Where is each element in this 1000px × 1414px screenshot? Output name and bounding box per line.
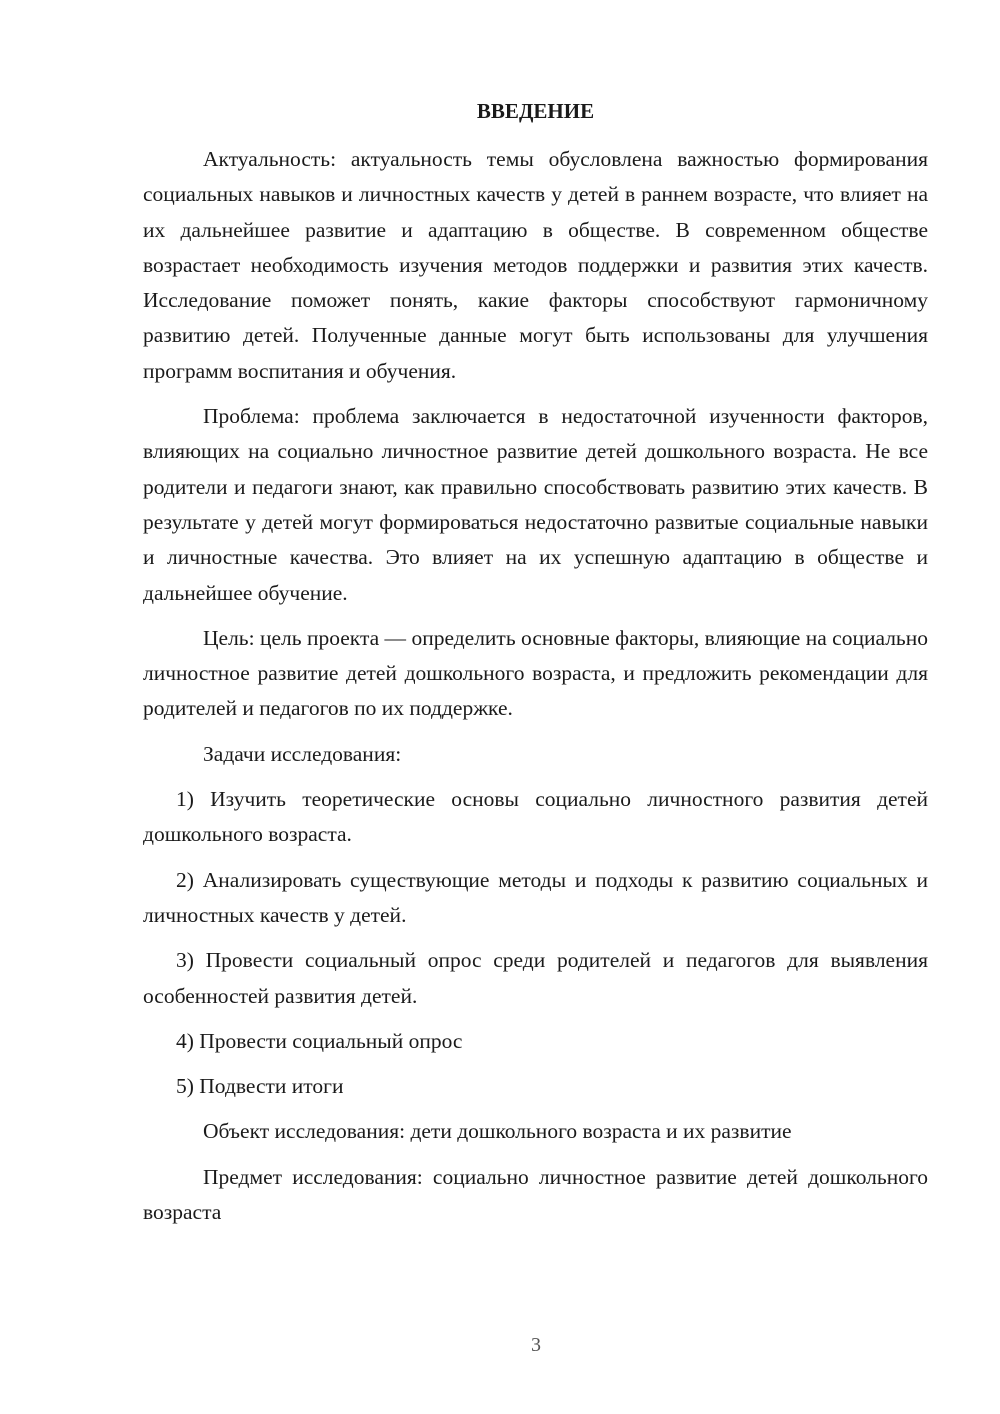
task-item-1: 1) Изучить теоретические основы социально личностного развития детей дошкольного возраста. [143, 787, 928, 847]
object-paragraph: Объект исследования: дети дошкольного возраста и их развитие [203, 1119, 792, 1144]
task-item-4: 4) Провести социальный опрос [176, 1028, 463, 1053]
section-heading: ВВЕДЕНИЕ [476, 99, 595, 123]
page-number: 3 [531, 1334, 541, 1356]
relevance-paragraph: Актуальность: актуальность темы обусловлена важностью формирования социальных навыков и личностных качеств у детей в раннем возрасте, что влияет на их дальнейшее развитие и адаптацию в обществе. В современном обществе возрастает необходимость изучения методов поддержки и развития этих качеств. Исследование поможет понять, какие факторы способствуют гармоничному развитию детей. Полученные данные могут быть использованы для улучшения программ воспитания и обучения. [143, 147, 928, 383]
goal-paragraph: Цель: цель проекта — определить основные факторы, влияющие на социально личностное развитие детей дошкольного возраста, и предложить рекомендации для родителей и педагогов по их поддержке. [143, 625, 928, 721]
tasks-heading: Задачи исследования: [203, 741, 402, 766]
page-content [143, 94, 928, 1240]
problem-paragraph: Проблема: проблема заключается в недостаточной изученности факторов, влияющих на социально личностное развитие детей дошкольного возраста. Не все родители и педагоги знают, как правильно способствовать развитию этих качеств. В результате у детей могут формироваться недостаточно развитые социальные навыки и личностные качества. Это влияет на их успешную адаптацию в обществе и дальнейшее обучение. [143, 404, 928, 605]
task-item-5: 5) Подвести итоги [176, 1074, 344, 1099]
task-item-3: 3) Провести социальный опрос среди родителей и педагогов для выявления особенностей развития детей. [143, 948, 928, 1008]
subject-paragraph: Предмет исследования: социально личностное развитие детей дошкольного возраста [143, 1164, 928, 1225]
task-item-2: 2) Анализировать существующие методы и подходы к развитию социальных и личностных качеств у детей. [143, 867, 928, 927]
